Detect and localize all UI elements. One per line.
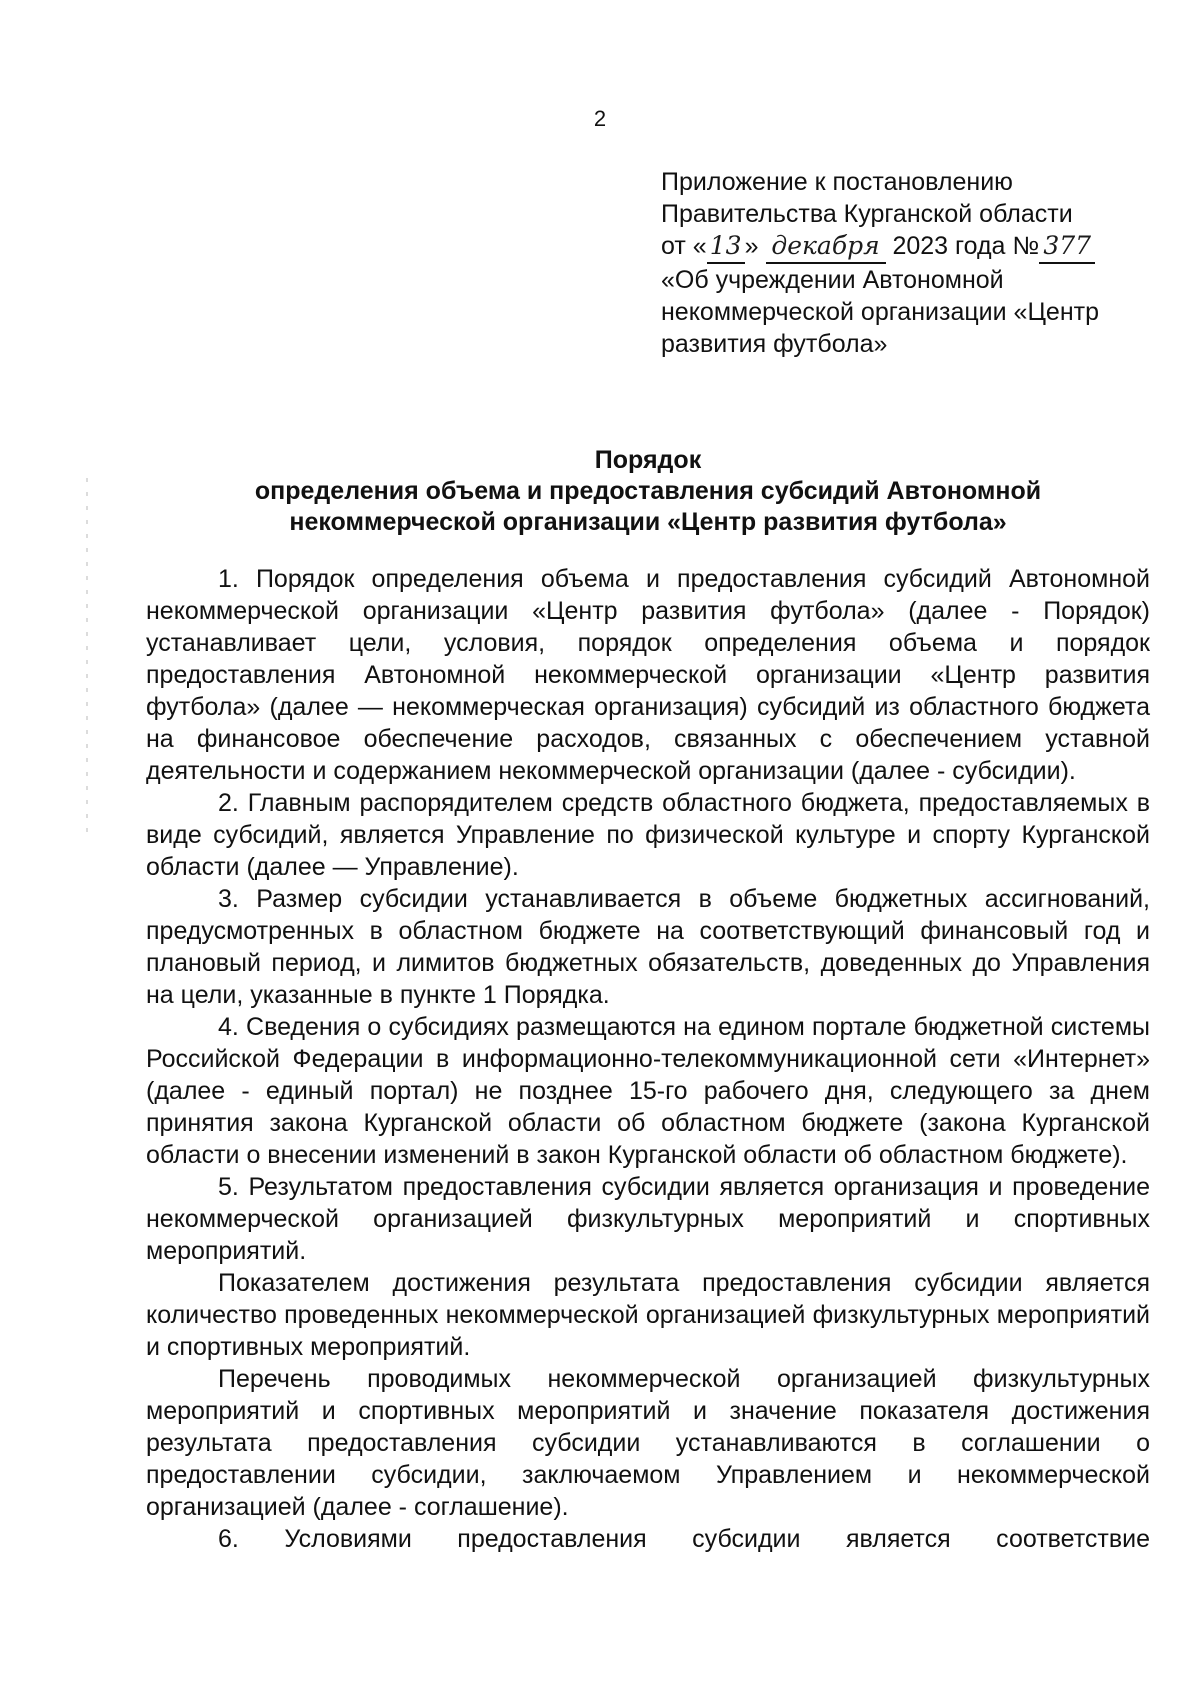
paragraph-5: 5. Результатом предоставления субсидии является организация и проведение некоммерческой организацией физкультурных мероприятий и спортивных мероприятий. bbox=[146, 1173, 1150, 1265]
appendix-header bbox=[661, 166, 1161, 360]
paragraph-1: 1. Порядок определения объема и предоставления субсидий Автономной некоммерческой организации «Центр развития футбола» (далее - Порядок) устанавливает цели, условия, порядок определения объема и порядок предоставления Автономной некоммерческой организации «Центр развития футбола» (далее — некоммерческая организация) субсидий из областного бюджета на финансовое обеспечение расходов, связанных с обеспечением уставной деятельности и содержанием некоммерческой организации (далее - субсидии). bbox=[146, 565, 1150, 785]
handwritten-day: 13 bbox=[707, 230, 745, 264]
handwritten-doc-number: 377 bbox=[1039, 230, 1095, 264]
paragraph-5-indicator: Показателем достижения результата предоставления субсидии является количество проведенных некоммерческой организацией физкультурных мероприятий и спортивных мероприятий. bbox=[146, 1269, 1150, 1361]
appendix-line-5: некоммерческой организации «Центр bbox=[661, 298, 1100, 326]
date-prefix: от « bbox=[661, 232, 707, 260]
appendix-line-6: развития футбола» bbox=[661, 330, 888, 358]
page-number: 2 bbox=[593, 106, 607, 131]
paragraph-4: 4. Сведения о субсидиях размещаются на едином портале бюджетной системы Российской Федерации в информационно-телекоммуникационной сети «Интернет» (далее - единый портал) не позднее 15-го рабочего дня, следующего за днем принятия закона Курганской области об областном бюджете (закона Курганской области о внесении изменений в закон Курганской области об областном бюджете). bbox=[146, 1013, 1150, 1169]
appendix-line-2: Правительства Курганской области bbox=[661, 200, 1073, 228]
title-line-1: Порядок bbox=[594, 446, 702, 474]
title-line-2: определения объема и предоставления субсидий Автономной bbox=[254, 477, 1042, 505]
title-line-3: некоммерческой организации «Центр развития футбола» bbox=[289, 508, 1007, 536]
paragraph-6: 6. Условиями предоставления субсидии является соответствие bbox=[218, 1525, 1150, 1553]
document-title bbox=[146, 445, 1150, 538]
date-mid: » bbox=[744, 232, 759, 260]
date-year: 2023 года № bbox=[892, 232, 1040, 260]
scan-margin-mark bbox=[86, 478, 88, 838]
paragraph-2: 2. Главным распорядителем средств областного бюджета, предоставляемых в виде субсидий, является Управление по физической культуре и спорту Курганской области (далее — Управление). bbox=[146, 789, 1150, 881]
paragraph-3: 3. Размер субсидии устанавливается в объеме бюджетных ассигнований, предусмотренных в областном бюджете на соответствующий финансовый год и плановый период, и лимитов бюджетных обязательств, доведенных до Управления на цели, указанные в пункте 1 Порядка. bbox=[146, 885, 1150, 1009]
appendix-date-line bbox=[661, 230, 1161, 264]
document-body bbox=[146, 563, 1150, 1555]
paragraph-5-list: Перечень проводимых некоммерческой организацией физкультурных мероприятий и спортивных мероприятий и значение показателя достижения результата предоставления субсидии устанавливаются в соглашении о предоставлении субсидии, заключаемом Управлением и некоммерческой организацией (далее - соглашение). bbox=[146, 1365, 1150, 1521]
appendix-line-1: Приложение к постановлению bbox=[661, 168, 1013, 196]
appendix-line-4: «Об учреждении Автономной bbox=[661, 266, 1004, 294]
handwritten-month: декабря bbox=[766, 230, 886, 264]
